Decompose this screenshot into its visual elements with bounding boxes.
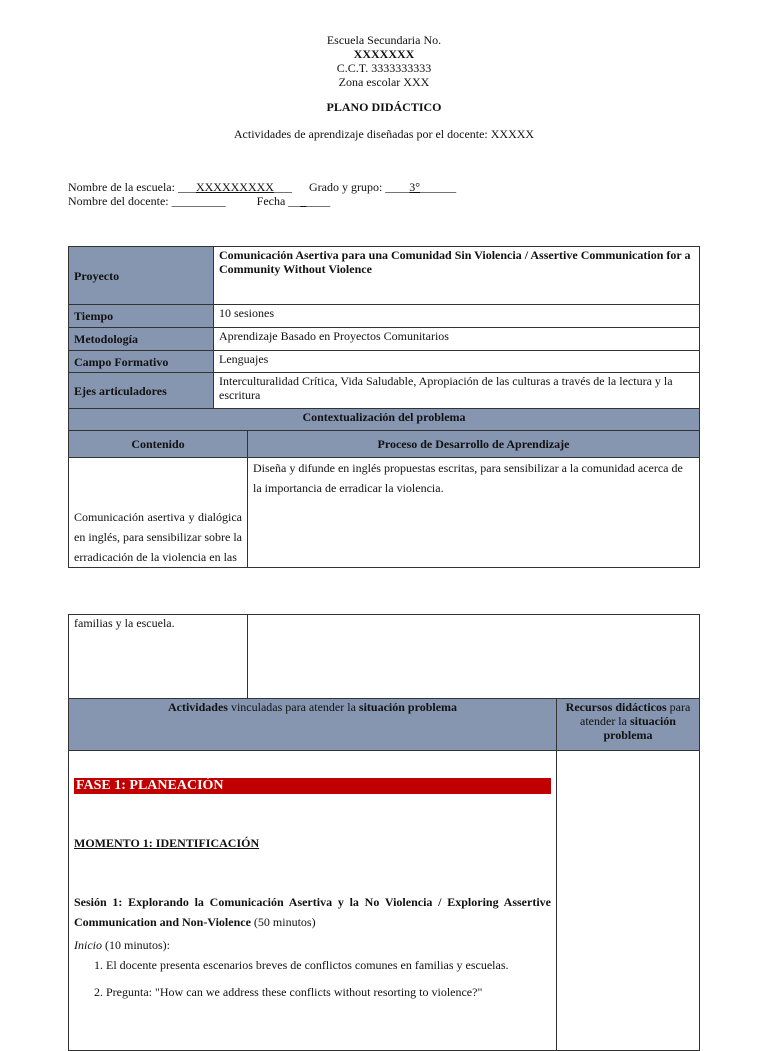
school-code: XXXXXXX — [353, 47, 415, 61]
axes-value: Interculturalidad Crítica, Vida Saludable, Apropiación de las culturas a través de la lectura y la escritura — [214, 373, 700, 409]
time-label: Tiempo — [69, 305, 214, 328]
document-subtitle: Actividades de aprendizaje diseñadas por el docente: XXXXX — [233, 127, 535, 141]
resources-cell — [557, 751, 700, 1051]
plan-table-top — [68, 246, 700, 568]
resources-header-bold-2: situación problema — [603, 714, 676, 742]
school-name-label: Nombre de la escuela: ___ — [68, 180, 196, 194]
cct-line: C.C.T. 3333333333 — [336, 61, 432, 75]
field-label: Campo Formativo — [69, 351, 214, 373]
content-header: Contenido — [69, 431, 248, 458]
date-label: Fecha __ — [256, 194, 301, 208]
phase-title: FASE 1: PLANEACIÓN — [74, 778, 551, 794]
time-value: 10 sesiones — [214, 305, 700, 328]
activities-header-bold-2: situación problema — [358, 700, 458, 714]
info-line-2 — [68, 194, 456, 208]
grade-label: Grado y grupo: ____ — [308, 180, 410, 194]
activities-header-text: vinculadas para atender la — [227, 700, 359, 714]
step-list — [74, 958, 551, 999]
resources-header-bold-1: Recursos didácticos — [565, 700, 667, 714]
process-text: Diseña y difunde en inglés propuestas escritas, para sensibilizar a la comunidad acerca de la importancia de erradicar la violencia. — [248, 458, 700, 568]
project-value: Comunicación Asertiva para una Comunidad Sin Violencia / Assertive Communication for a Community Without Violence — [214, 247, 700, 305]
method-value: Aprendizaje Basado en Proyectos Comunitarios — [214, 328, 700, 351]
context-header: Contextualización del problema — [69, 409, 700, 431]
session-duration: (50 minutos) — [250, 915, 316, 929]
document-title: PLANO DIDÁCTICO — [326, 100, 442, 114]
resources-header-text: para atender la — [580, 700, 691, 728]
teacher-label: Nombre del docente: _________ — [68, 194, 226, 208]
zone-line: Zona escolar XXX — [338, 75, 430, 89]
project-label: Proyecto — [69, 247, 214, 305]
date-mid: _ — [300, 194, 307, 208]
activities-header — [69, 699, 557, 751]
process-header: Proceso de Desarrollo de Aprendizaje — [248, 431, 700, 458]
start-duration: (10 minutos): — [102, 938, 170, 952]
start-block — [74, 938, 551, 952]
school-name-value: XXXXXXXXX — [195, 180, 274, 194]
info-block — [68, 180, 456, 208]
process-continued — [248, 615, 700, 699]
grade-value: 3° — [409, 180, 421, 194]
session-block — [74, 892, 551, 932]
school-header — [0, 33, 768, 89]
start-label: Inicio — [74, 938, 102, 952]
axes-label: Ejes articuladores — [69, 373, 214, 409]
school-line: Escuela Secundaria No. — [326, 33, 442, 47]
field-value: Lenguajes — [214, 351, 700, 373]
moment-title: MOMENTO 1: IDENTIFICACIÓN — [74, 836, 260, 850]
school-name-tail: ___ — [273, 180, 292, 194]
activities-cell — [69, 751, 557, 1051]
info-line-1 — [68, 180, 456, 194]
resources-header — [557, 699, 700, 751]
activities-header-bold-1: Actividades — [167, 700, 228, 714]
method-label: Metodología — [69, 328, 214, 351]
date-tail: ____ — [306, 194, 331, 208]
grade-tail: ______ — [420, 180, 457, 194]
list-item: 2. Pregunta: "How can we address these conflicts without resorting to violence?" — [106, 985, 551, 999]
content-text: Comunicación asertiva y dialógica en inglés, para sensibilizar sobre la erradicación de la violencia en las — [69, 458, 248, 568]
session-title: Sesión 1: Explorando la Comunicación Asertiva y la No Violencia / Exploring Assertive Communication and Non-Violence — [74, 895, 551, 929]
plan-table-bottom — [68, 614, 700, 1051]
list-item: 1. El docente presenta escenarios breves de conflictos comunes en familias y escuelas. — [106, 958, 551, 972]
content-continued: familias y la escuela. — [69, 615, 248, 699]
